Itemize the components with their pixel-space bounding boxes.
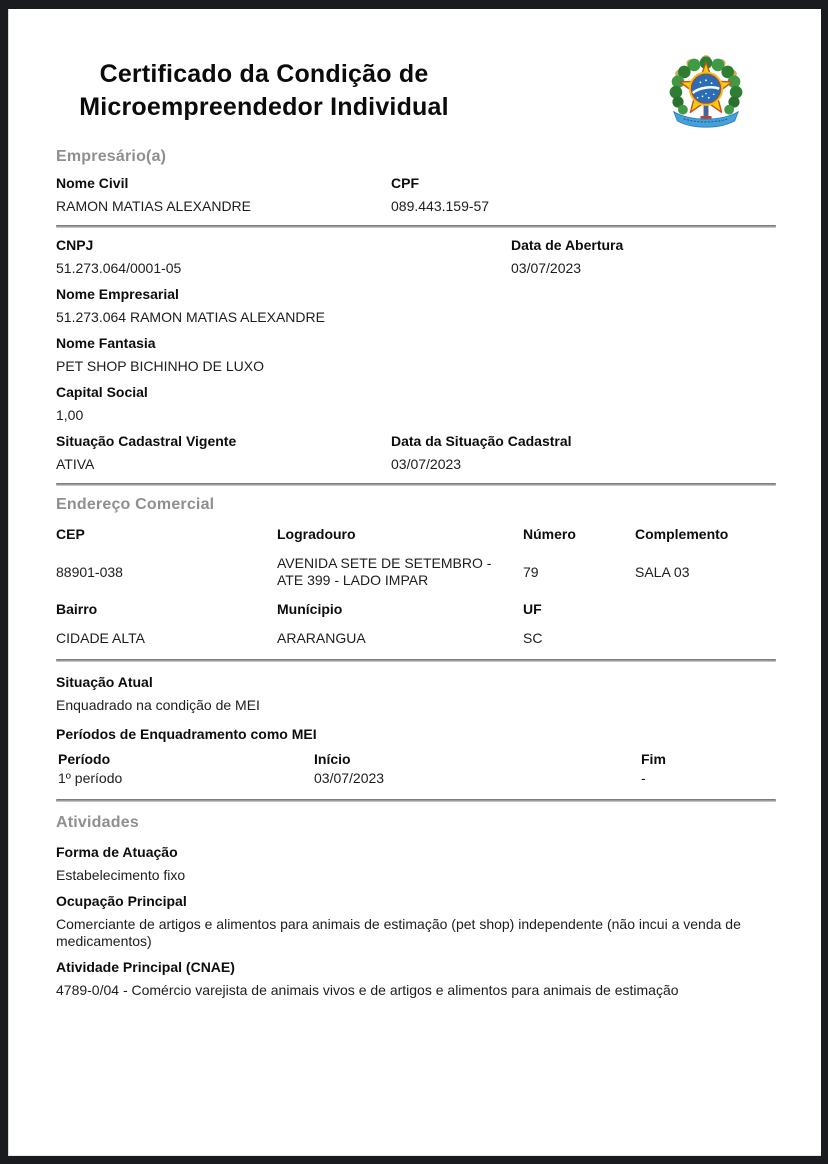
certificate-page	[8, 9, 821, 1156]
cep-label: CEP	[56, 526, 85, 542]
document-header	[9, 9, 821, 138]
address-values-row-2	[56, 630, 776, 647]
field-nome-civil	[56, 175, 391, 215]
situacao-cadastral-label: Situação Cadastral Vigente	[56, 433, 237, 449]
situacao-atual-label: Situação Atual	[56, 674, 153, 690]
field-data-situacao	[391, 433, 572, 473]
section-header-endereco: Endereço Comercial	[56, 496, 215, 513]
certificate-body	[9, 148, 821, 999]
data-abertura-label: Data de Abertura	[511, 237, 624, 253]
nome-fantasia-value: PET SHOP BICHINHO DE LUXO	[56, 358, 264, 374]
municipio-label: Munícipio	[277, 601, 343, 617]
periodo-cell: 1º período	[58, 770, 123, 786]
address-labels-row	[56, 526, 776, 549]
field-situacao-cadastral	[56, 433, 391, 473]
field-nome-fantasia	[56, 335, 776, 375]
field-situacao-atual	[56, 674, 776, 714]
situacao-cadastral-value: ATIVA	[56, 456, 95, 472]
title-line-2: Microempreendedor Individual	[79, 93, 449, 121]
nome-empresarial-value: 51.273.064 RAMON MATIAS ALEXANDRE	[56, 309, 325, 325]
atividade-cnae-label: Atividade Principal (CNAE)	[56, 959, 235, 975]
section-header-empresario: Empresário(a)	[56, 148, 167, 165]
periodos-table-row	[56, 770, 776, 787]
divider	[56, 799, 776, 802]
field-cpf	[391, 175, 489, 215]
ocupacao-principal-value: Comerciante de artigos e alimentos para animais de estimação (pet shop) independente (não incui a venda de medicamentos)	[56, 916, 741, 949]
address-labels-row-2	[56, 601, 776, 624]
page-title	[39, 58, 489, 138]
logradouro-label: Logradouro	[277, 526, 356, 542]
inicio-cell: 03/07/2023	[314, 770, 385, 786]
bairro-label: Bairro	[56, 601, 98, 617]
data-situacao-label: Data da Situação Cadastral	[391, 433, 572, 449]
numero-label: Número	[523, 526, 576, 542]
forma-atuacao-value: Estabelecimento fixo	[56, 867, 186, 883]
field-data-abertura	[511, 237, 623, 277]
data-abertura-value: 03/07/2023	[511, 260, 582, 276]
fim-column-header: Fim	[641, 751, 666, 767]
divider	[56, 483, 776, 486]
row-nome-civil-cpf	[56, 166, 776, 215]
uf-label: UF	[523, 601, 542, 617]
situacao-atual-value: Enquadrado na condição de MEI	[56, 697, 260, 713]
atividade-cnae-value: 4789-0/04 - Comércio varejista de animais vivos e de artigos e alimentos para animais de estimação	[56, 982, 679, 998]
cpf-label: CPF	[391, 175, 419, 191]
nome-civil-value: RAMON MATIAS ALEXANDRE	[56, 198, 252, 214]
forma-atuacao-label: Forma de Atuação	[56, 844, 178, 860]
field-cnpj	[56, 237, 511, 277]
field-forma-atuacao	[56, 844, 776, 884]
row-situacao-cadastral	[56, 424, 776, 473]
cep-value: 88901-038	[56, 563, 123, 580]
periodo-column-header: Período	[58, 751, 111, 767]
section-header-atividades: Atividades	[56, 814, 139, 831]
ocupacao-principal-label: Ocupação Principal	[56, 893, 187, 909]
fim-cell: -	[641, 770, 646, 786]
capital-social-value: 1,00	[56, 407, 84, 423]
complemento-label: Complemento	[635, 526, 729, 542]
capital-social-label: Capital Social	[56, 384, 148, 400]
municipio-value: ARARANGUA	[277, 630, 366, 646]
data-situacao-value: 03/07/2023	[391, 456, 462, 472]
cnpj-value: 51.273.064/0001-05	[56, 260, 182, 276]
cpf-value: 089.443.159-57	[391, 198, 490, 214]
bairro-value: CIDADE ALTA	[56, 630, 145, 646]
row-cnpj-abertura	[56, 228, 776, 277]
periodos-table-header	[56, 751, 776, 768]
field-ocupacao-principal	[56, 893, 776, 950]
divider	[56, 659, 776, 662]
field-atividade-cnae	[56, 959, 776, 999]
numero-value: 79	[523, 563, 539, 580]
field-nome-empresarial	[56, 286, 776, 326]
periodos-enquadramento-label: Períodos de Enquadramento como MEI	[56, 726, 317, 742]
cnpj-label: CNPJ	[56, 237, 94, 253]
address-values-row	[56, 555, 776, 589]
uf-value: SC	[523, 630, 543, 646]
title-line-1: Certificado da Condição de	[99, 60, 429, 88]
brazil-coat-of-arms-icon	[664, 52, 748, 138]
nome-civil-label: Nome Civil	[56, 175, 129, 191]
complemento-value: SALA 03	[635, 563, 690, 580]
nome-fantasia-label: Nome Fantasia	[56, 335, 156, 351]
logradouro-value: AVENIDA SETE DE SETEMBRO - ATE 399 - LADO IMPAR	[277, 555, 492, 588]
inicio-column-header: Início	[314, 751, 351, 767]
field-capital-social	[56, 384, 776, 424]
nome-empresarial-label: Nome Empresarial	[56, 286, 179, 302]
